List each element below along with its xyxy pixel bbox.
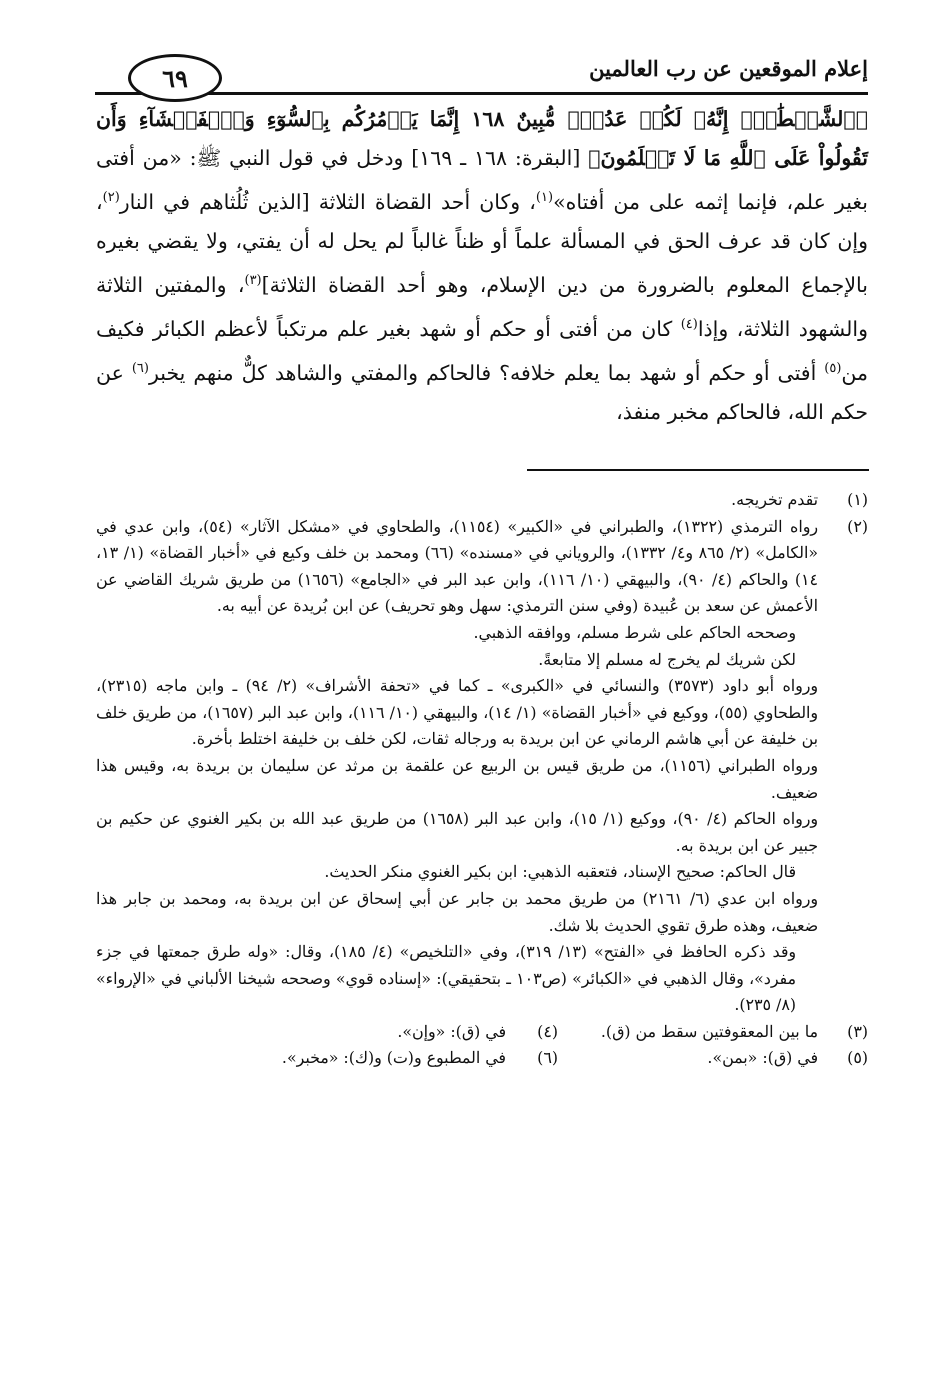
text-run: ، والمفتين الثلاثة والشهود الثلاثة، وإذا — [96, 273, 868, 341]
text-run: [البقرة: ١٦٨ ـ ١٦٩] ودخل في قول النبي ﷺ: «من أفتى بغير علم، فإنما إثمه على من أفتاه» — [96, 146, 868, 214]
footnote-text: في (ق): «بمن». — [707, 1048, 818, 1068]
footnote-number: (٦) — [537, 1048, 558, 1068]
quran-verse: ﴿ٱلشَّيۡطَٰنِۚ إِنَّهُۥ لَكُمۡ عَدُوّٞ مُّبِينٌ ١٦٨ إِنَّمَا يَأۡمُرُكُم بِٱلسُّوٓءِ وَٱلۡفَحۡشَآءِ وَأَن تَقُولُواْ عَلَى ٱللَّهِ مَا لَا تَعۡلَمُونَ﴾ — [96, 107, 869, 170]
footnotes-5-6 — [96, 1045, 868, 1072]
page-number: ٦٩ — [162, 63, 188, 93]
footnote-ref: (١) — [535, 190, 554, 205]
footnote-ref: (٤) — [680, 317, 698, 332]
footnote-1 — [96, 487, 868, 514]
footnote-text: تقدم تخريجه. — [731, 490, 818, 509]
footnote-separator — [527, 469, 869, 471]
book-title: إعلام الموقعين عن رب العالمين — [589, 56, 868, 81]
footnote-ref: (٢) — [102, 190, 120, 205]
footnote-number: (٤) — [537, 1021, 558, 1041]
footnote-text: وقد ذكره الحافظ في «الفتح» (١٣/ ٣١٩)، وفي «التلخيص» (٤/ ١٨٥)، وقال: «وله طرق جمعتها في جزء مفرد»، وقال الذهبي في «الكبائر» (ص١٠٣ ـ بتحقيقي): «إسناده قوي» وصححه شيخنا الألباني في «الإرواء» (٨/ ٢٣٥). — [96, 942, 797, 1015]
footnote-number: (٥) — [847, 1048, 868, 1068]
footnote-text: في (ق): «وإن». — [397, 1021, 506, 1041]
footnote-2 — [96, 514, 868, 1019]
text-run: ، وكان أحد القضاة الثلاثة [الذين ثُلُثاهم في النار — [119, 190, 536, 214]
footnote-text: في المطبوع و(ت) و(ك): «مخبر». — [281, 1048, 506, 1068]
footnote-number: (٢) — [847, 516, 868, 536]
footnote-text: ورواه الحاكم (٤/ ٩٠)، ووكيع (١/ ١٥)، وابن عبد البر (١٦٥٨) من طريق عبد الله بن بكير الغنوي عن حكيم بن جبير عن ابن بريدة به. — [96, 809, 818, 855]
footnote-number: (٣) — [847, 1021, 868, 1041]
page-number-badge — [128, 54, 222, 102]
footnote-ref: (٥) — [824, 361, 842, 376]
footnote-number: (١) — [847, 490, 868, 509]
footnote-text: قال الحاكم: صحيح الإسناد، فتعقبه الذهبي: ابن بكير الغنوي منكر الحديث. — [324, 862, 796, 882]
footnote-ref: (٦) — [131, 361, 149, 376]
footnote-ref: (٣) — [244, 273, 262, 288]
main-text — [96, 100, 868, 432]
text-run: أفتى أو حكم أو شهد بما يعلم خلافه؟ فالحاكم والمفتي والشاهد كلٌّ منهم يخبر — [148, 361, 825, 385]
text-run: عن حكم الله، فالحاكم مخبر منفذ، — [96, 361, 868, 424]
footnote-text: ورواه أبو داود (٣٥٧٣) والنسائي في «الكبرى» ـ كما في «تحفة الأشراف» (٢/ ٩٤) ـ وابن ماجه (٢٣١٥)، والطحاوي (٥٥)، ووكيع في «أخبار القضاة» (١/ ١٤)، والبيهقي (١٠/ ١١٦)، وابن عبد البر (١٦٥٧)، من طريق خلف بن خليفة عن أبي هاشم الرماني عن ابن بريدة به ورجاله ثقات، لكن خلف بن خليفة اختلط بأخرة. — [96, 676, 819, 749]
footnote-text: لكن شريك لم يخرج له مسلم إلا متابعةً. — [538, 649, 796, 669]
footnote-text: ورواه الطبراني (١١٥٦)، من طريق قيس بن الربيع عن علقمة بن مرثد عن سليمان بن بريدة به، وقيس هذا ضعيف. — [96, 755, 818, 802]
footnotes — [96, 487, 868, 1072]
footnote-text: وصححه الحاكم على شرط مسلم، ووافقه الذهبي. — [473, 622, 796, 642]
footnote-text: ما بين المعقوفتين سقط من (ق). — [600, 1021, 818, 1041]
text-run: ، وإن كان قد عرف الحق في المسألة علماً أو ظناً غالباً لم يحل له أن يفتي، ولا يقضي بغيره بالإجماع المعلوم بالضرورة من دين الإسلام، وهو أحد القضاة الثلاثة] — [96, 190, 868, 297]
footnote-text: رواه الترمذي (١٣٢٢)، والطبراني في «الكبير» (١١٥٤)، والطحاوي في «مشكل الآثار» (٥٤)، وابن عدي في «الكامل» (٢/ ٨٦٥ و٤/ ١٣٣٢)، والروياني في «مسنده» (٦٦) ومحمد بن خلف وكيع في «أخبار القضاة» (١/ ١٣، ١٤) والحاكم (٤/ ٩٠)، والبيهقي (١٠/ ١١٦)، وابن عبد البر في «الجامع» (١٦٥٦) من طريق شريك القاضي عن الأعمش عن سعد بن عُبيدة (وفي سنن الترمذي: سهل وهو تحريف) عن ابن بُريدة عن أبيه به. — [96, 516, 819, 616]
footnotes-3-4 — [96, 1019, 868, 1046]
text-run: كان من أفتى أو حكم أو شهد بغير علم مرتكباً لأعظم الكبائر فكيف من — [96, 317, 868, 385]
footnote-text: ورواه ابن عدي (٦/ ٢١٦١) من طريق محمد بن جابر عن أبي إسحاق عن ابن بريدة به، ومحمد بن جابر هذا ضعيف، وهذه طرق تقوي الحديث بلا شك. — [96, 888, 818, 935]
main-paragraph — [96, 100, 868, 432]
